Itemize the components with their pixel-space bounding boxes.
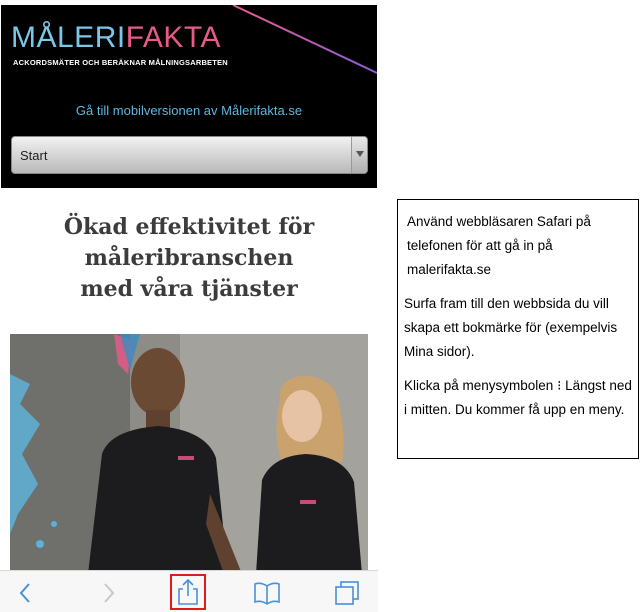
back-button[interactable] — [8, 577, 42, 609]
tabs-button[interactable] — [330, 577, 364, 609]
logo-part-2: FAKTA — [125, 21, 222, 54]
mobile-version-link[interactable]: Gå till mobilversionen av Målerifakta.se — [75, 103, 303, 118]
headline-line-1: Ökad effektivitet för — [63, 214, 315, 240]
site-header — [1, 5, 377, 188]
chevron-right-icon — [102, 582, 116, 604]
headline-line-3: med våra tjänster — [80, 276, 298, 302]
bookmarks-button[interactable] — [250, 577, 284, 609]
share-button[interactable] — [170, 574, 206, 610]
book-icon — [253, 581, 281, 605]
logo-part-1: MÅLERI — [11, 21, 126, 54]
instruction-step-2: Surfa fram till den webbsida du vill skapa ett bokmärke för (exempelvis Mina sidor). — [404, 296, 618, 359]
share-icon — [177, 578, 199, 606]
page-headline — [0, 212, 378, 305]
instruction-box — [397, 199, 639, 459]
site-logo[interactable] — [11, 21, 221, 55]
nav-select-value: Start — [20, 148, 48, 163]
forward-button[interactable] — [92, 577, 126, 609]
nav-select[interactable] — [11, 136, 368, 174]
hero-photo — [10, 334, 368, 574]
instruction-step-3: Klicka på menysymbolen ⁝ Längst ned i mitten. Du kommer få upp en meny. — [404, 378, 632, 417]
instruction-step-1: Använd webbläsaren Safari på telefonen för att gå in på malerifakta.se — [407, 214, 591, 277]
logo-tagline: ACKORDSMÄTER OCH BERÄKNAR MÅLNINGSARBETEN — [13, 58, 228, 67]
tabs-icon — [334, 580, 360, 606]
dropdown-arrow-icon — [351, 137, 367, 173]
safari-toolbar — [0, 570, 378, 612]
headline-line-2: måleribranschen — [84, 245, 294, 271]
chevron-left-icon — [18, 582, 32, 604]
hero-photo-illustration — [10, 334, 368, 574]
